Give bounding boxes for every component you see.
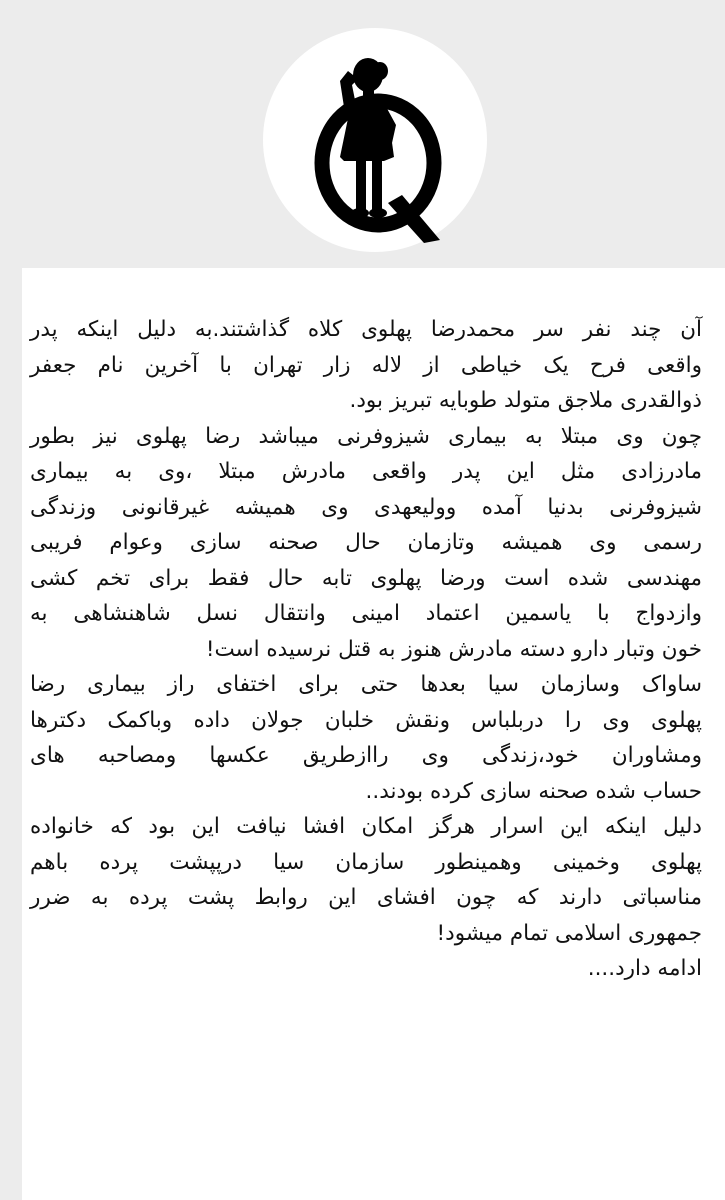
text-line: مناسباتی دارند که چون افشای این روابط پشت پرده به ضرر <box>30 885 702 910</box>
text-line: مهندسی شده است ورضا پهلوی تابه حال فقط برای تخم کشی <box>30 565 702 591</box>
text-line: حساب شده صحنه سازی کرده بودند.. <box>365 778 702 804</box>
text-line: آن چند نفر سر محمدرضا پهلوی کلاه گذاشتند.به دلیل اینکه پدر <box>30 317 702 342</box>
text-line: وازدواج با یاسمین اعتماد امینی وانتقال نسل شاهنشاهی به <box>30 601 702 626</box>
text-line: ادامه دارد.... <box>587 956 702 981</box>
text-line: پهلوی وی را دربلباس ونقش خلبان جولان داده وباکمک دکترها <box>30 707 702 733</box>
text-line: پهلوی وخمینی وهمینطور سازمان سیا درپپشت پرده باهم <box>30 849 702 875</box>
text-line: واقعی فرح یک خیاطی از لاله زار تهران با آخرین نام جعفر <box>30 352 702 378</box>
text-line: خون وتبار دارو دسته مادرش هنوز به قتل نرسیده است! <box>205 636 702 662</box>
text-line: شیزوفرنی بدنیا آمده وولیعهدی وی همیشه غیرقانونی وزندگی <box>30 494 702 520</box>
text-line: دلیل اینکه این اسرار هرگز امکان افشا نیافت این بود که خانواده <box>30 814 702 839</box>
text-line: چون وی مبتلا به بیماری شیزوفرنی میباشد رضا پهلوی نیز بطور <box>30 423 702 449</box>
article-text <box>30 312 702 987</box>
text-line: ساواک وسازمان سیا بعدها حتی برای اختفای راز بیماری رضا <box>30 672 702 697</box>
text-line: جمهوری اسلامی تمام میشود! <box>436 920 702 946</box>
logo-area <box>0 0 725 270</box>
text-line: رسمی وی همیشه وتازمان حال صحنه سازی وعوام فریبی <box>30 530 702 555</box>
silhouette-q-logo-icon <box>300 45 460 255</box>
text-line: ذوالقدری ملاجق متولد طوبایه تبریز بود. <box>349 388 702 413</box>
text-line: مادرزادی مثل این پدر واقعی مادرش مبتلا ،وی به بیماری <box>30 459 702 484</box>
text-line: ومشاوران خود،زندگی وی راازطریق عکسها ومصاحبه های <box>30 743 702 768</box>
